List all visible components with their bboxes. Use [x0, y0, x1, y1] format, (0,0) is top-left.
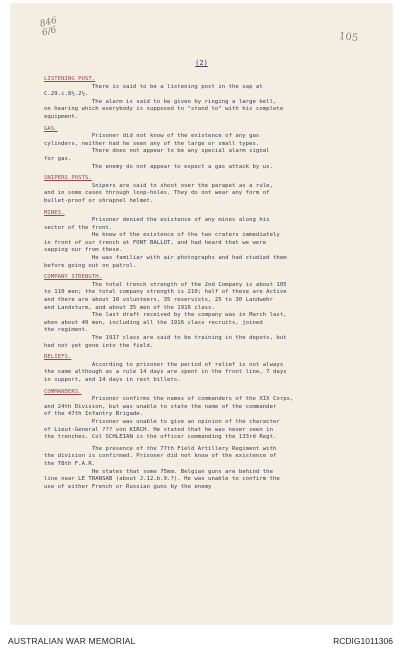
section-heading: COMMANDERS.: [44, 388, 82, 395]
section-heading: COMPANY STRENGTH.: [44, 274, 103, 281]
section-heading: MINES.: [44, 209, 65, 216]
pencil-annotation: 846 6/6: [38, 15, 59, 39]
section-artillery: [44, 446, 394, 492]
section-text: Prisoner confirms the names of commanders of the XIX Corps, and 24th Division, but was unable to state the name of the commander of the 47th Infantry Brigade. Prisoner was unable to give an opinion of the character of Lieut-General ??? von KIRCH. He stated that he was never seen in the trenches. Col SCHLEIAN is the officer commanding the 133rd Regt.: [44, 396, 294, 441]
section-commanders: [44, 389, 394, 442]
document-body: [44, 76, 394, 495]
section-text: The total trench strength of the 2nd Company is about 105 to 110 men; the total company strength is 210; half of these are Active and there are about 10 volunteers, 35 reservists, 25 to 30 Landwehr and Landsturm, and about 35 men of the 1916 class. The last draft received by the company was in March last, when about 40 men, including all the 1916 class recruits, joined the regiment. The 1917 class are said to be training in the depots, but had not yet gone into the field.: [44, 281, 287, 349]
folio-stamp: 105: [338, 31, 359, 44]
section-listening-post: [44, 76, 394, 122]
section-snipers-posts: [44, 175, 394, 205]
document-page: [11, 4, 392, 624]
archive-footer: [0, 626, 401, 654]
section-text: According to prisoner the period of relief is not always the same although as a rule 14 days are spent in the front line, 7 days in support, and 14 days in rest billets.: [44, 361, 287, 383]
archive-name: AUSTRALIAN WAR MEMORIAL: [8, 636, 136, 646]
section-text: Snipers are said to shoot over the parapet as a rule, and in some cases through loop-holes. They do not wear any form of bullet-proof or shrapnel helmet.: [44, 182, 273, 204]
section-text: Prisoner denied the existence of any mines along his sector of the front. He knew of the existence of the two craters immediately in front of our trench at FONT BALLOT, and had heard that we were sapping our from these. He was familiar with air photographs and had studied them before going out on patrol.: [44, 217, 287, 269]
section-mines: [44, 210, 394, 271]
archive-id: RCDIG1011306: [333, 636, 393, 646]
section-gas: [44, 126, 394, 172]
section-text: There is said to be a listening post in the sap at C.29.c.8½.2½. The alarm is said to be given by ringing a large bell, on hearing which everybody is supposed to "stand to" with his complete equipment.: [44, 83, 284, 120]
section-company-strength: [44, 274, 394, 350]
section-heading: SNIPERS POSTS.: [44, 175, 92, 182]
section-heading: LISTENING POST.: [44, 76, 96, 82]
section-text: Prisoner did not know of the existence of any gas cylinders, neither had he seen any of the large or small types. There does not appear to be any special alarm signal for gas. The enemy do not appear to expect a gas attack by us.: [44, 133, 273, 170]
page-number: (2): [195, 59, 208, 67]
section-heading: GAS.: [44, 125, 58, 132]
section-text: The presence of the 77th Field Artillery Regiment with the division is confirmed. Prisoner did not know of the existence of the 78th F.A.R. He states that some 75mm. Belgian guns are behind the line near LE TRANSAB (about J.12.b.9.?). He was unable to confirm the use of either French or Russian guns by the enemy: [44, 445, 280, 490]
section-heading: RELIEFS.: [44, 354, 72, 361]
section-reliefs: [44, 354, 394, 384]
